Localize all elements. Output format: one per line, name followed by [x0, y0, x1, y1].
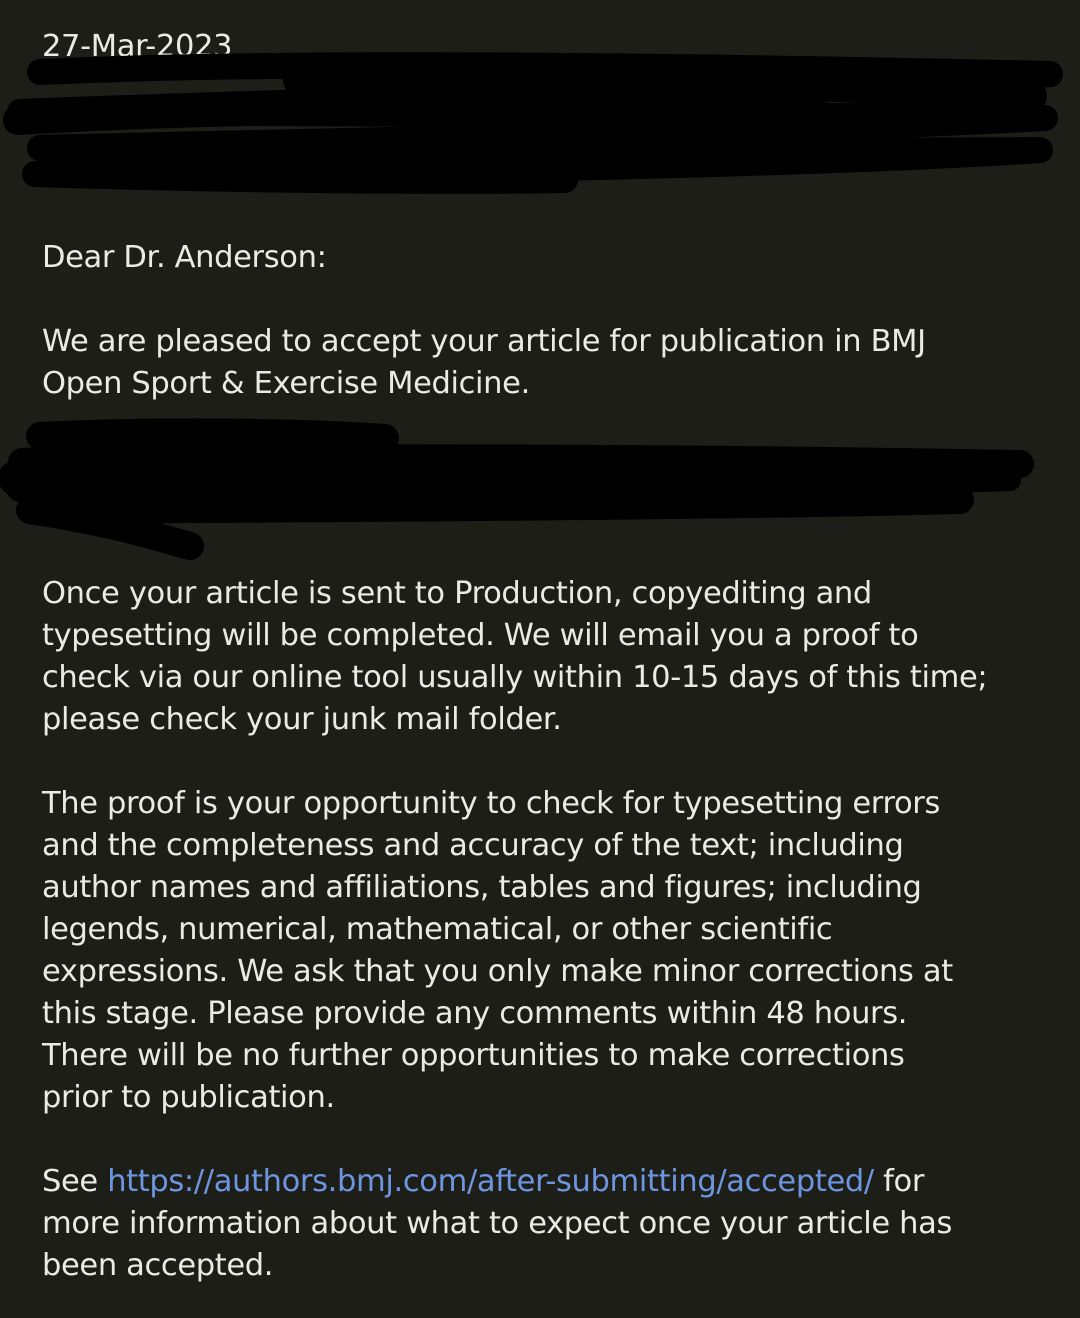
paragraph-proof-line-3: author names and affiliations, tables and figures; including	[42, 870, 922, 905]
paragraph-proof-line-2: and the completeness and accuracy of the text; including	[42, 828, 904, 863]
paragraph-proof-line-7: There will be no further opportunities to make corrections	[42, 1038, 905, 1073]
paragraph-proof-line-6: this stage. Please provide any comments within 48 hours.	[42, 996, 908, 1031]
paragraph-production-line-1: Once your article is sent to Production, copyediting and	[42, 576, 872, 611]
paragraph-production-line-2: typesetting will be completed. We will email you a proof to	[42, 618, 919, 653]
paragraph-acceptance-line-1: We are pleased to accept your article for publication in BMJ	[42, 324, 926, 359]
paragraph-more-info-line-1	[42, 1161, 924, 1203]
more-info-suffix: for	[873, 1164, 925, 1199]
paragraph-proof-line-5: expressions. We ask that you only make minor corrections at	[42, 954, 953, 989]
greeting: Dear Dr. Anderson:	[42, 240, 327, 275]
paragraph-production-line-4: please check your junk mail folder.	[42, 702, 562, 737]
accepted-articles-link[interactable]: https://authors.bmj.com/after-submitting/accepted/	[107, 1164, 874, 1199]
email-date: 27-Mar-2023	[42, 29, 233, 64]
paragraph-more-info-line-3: been accepted.	[42, 1248, 274, 1283]
paragraph-production-line-3: check via our online tool usually within 10-15 days of this time;	[42, 660, 988, 695]
paragraph-acceptance-line-2: Open Sport & Exercise Medicine.	[42, 366, 530, 401]
paragraph-proof-line-8: prior to publication.	[42, 1080, 335, 1115]
more-info-prefix: See	[42, 1164, 108, 1199]
paragraph-proof-line-4: legends, numerical, mathematical, or other scientific	[42, 912, 833, 947]
paragraph-proof-line-1: The proof is your opportunity to check for typesetting errors	[42, 786, 940, 821]
paragraph-more-info-line-2: more information about what to expect once your article has	[42, 1206, 953, 1241]
